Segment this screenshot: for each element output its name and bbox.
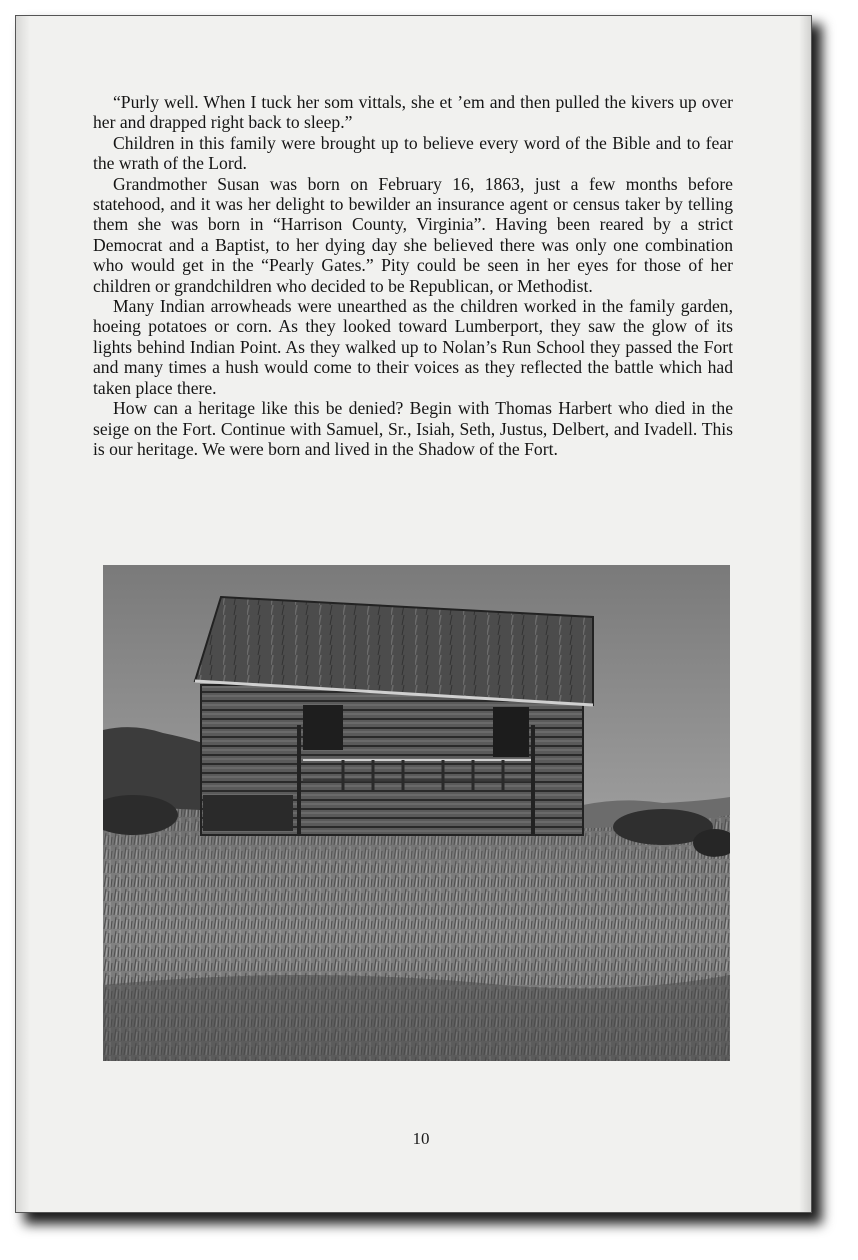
paragraph: Children in this family were brought up to believe every word of the Bible and to fear the wrath of the Lord.	[93, 132, 733, 174]
paragraph: “Purly well. When I tuck her som vittals, she et ’em and then pulled the kivers up over her and drapped right back to sleep.”	[93, 92, 733, 133]
paragraph: Many Indian arrowheads were unearthed as the children worked in the family garden, hoeing potatoes or corn. As they looked toward Lumberport, they saw the glow of its lights behind Indian Point. As they walked up to Nolan’s Run School they passed the Fort and many times a hush would come to their voices as they reflected the battle which had taken place there.	[93, 296, 733, 398]
paragraph: How can a heritage like this be denied? Begin with Thomas Harbert who died in the seige on the Fort. Continue with Samuel, Sr., Isiah, Seth, Justus, Delbert, and Ivadell. This is our heritage. We were born and lived in the Shadow of the Fort.	[93, 398, 733, 459]
body-text	[93, 92, 733, 459]
log-cabin-photo	[103, 565, 730, 1061]
page-number: 10	[412, 1129, 430, 1148]
book-page	[15, 15, 812, 1213]
paragraph: Grandmother Susan was born on February 16, 1863, just a few months before statehood, and it was her delight to bewilder an insurance agent or census taker by telling them she was born in “Harrison County, Virginia”. Having been reared by a strict Democrat and a Baptist, to her dying day she believed there was only one combination who would get in the “Pearly Gates.” Pity could be seen in her eyes for those of her children or grandchildren who decided to be Republican, or Methodist.	[93, 173, 733, 296]
